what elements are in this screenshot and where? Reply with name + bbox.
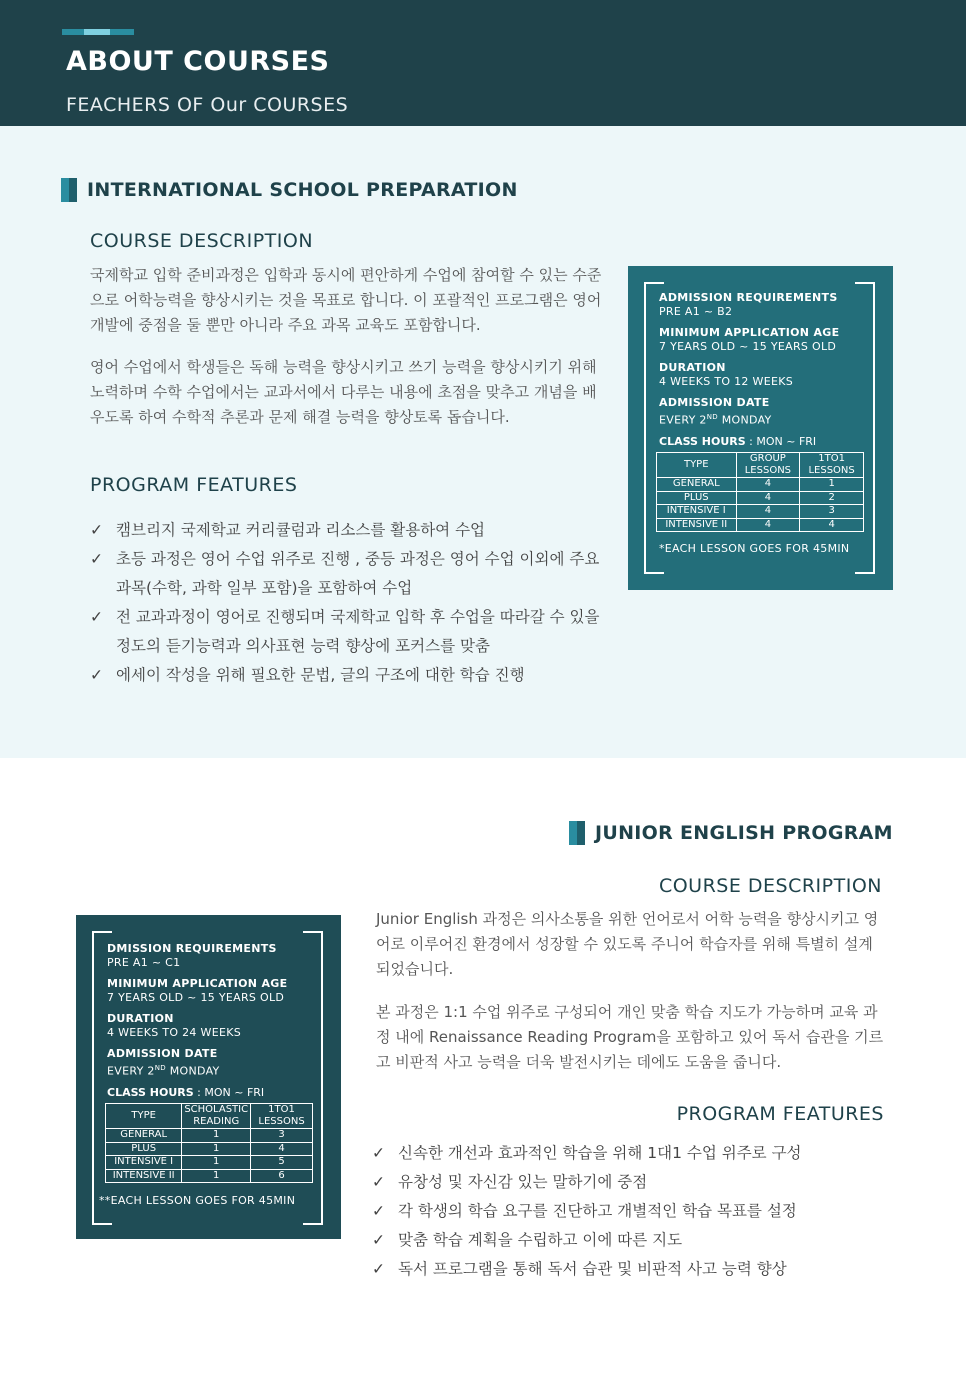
- table-row: [106, 1142, 313, 1156]
- feature-text: 맞춤 학습 계획을 수립하고 이에 따른 지도: [398, 1231, 683, 1249]
- list-item: [90, 516, 606, 545]
- date-sup: ND: [154, 1064, 166, 1072]
- cell: INTENSIVE II: [657, 518, 737, 532]
- header-line: 1TO1: [268, 1104, 295, 1115]
- min-age-value: 7 YEARS OLD ~ 15 YEARS OLD: [107, 991, 285, 1004]
- cell: 6: [251, 1169, 313, 1183]
- feature-text: 전 교과과정이 영어로 진행되며 국제학교 입학 후 수업을 따라갈 수 있을 정도의 듣기능력과 의사표현 능력 향상에 포커스를 맞춤: [116, 608, 600, 655]
- lesson-note: **EACH LESSON GOES FOR 45MIN: [99, 1194, 296, 1207]
- list-item: [90, 661, 606, 690]
- table-row: [106, 1156, 313, 1170]
- cell: PLUS: [657, 491, 737, 505]
- info-content: [107, 942, 327, 1107]
- section-marker-icon: [61, 178, 77, 202]
- lesson-note: *EACH LESSON GOES FOR 45MIN: [659, 542, 850, 555]
- list-item: [372, 1255, 886, 1284]
- list-item: [90, 603, 606, 661]
- header-line: LESSONS: [258, 1116, 305, 1127]
- list-item: [372, 1197, 886, 1226]
- duration-value: 4 WEEKS TO 24 WEEKS: [107, 1026, 242, 1039]
- table-row: [106, 1129, 313, 1143]
- duration-value: 4 WEEKS TO 12 WEEKS: [659, 375, 794, 388]
- cell: 4: [736, 478, 800, 492]
- feature-text: 독서 프로그램을 통해 독서 습관 및 비판적 사고 능력 향상: [398, 1260, 787, 1278]
- header-line: LESSONS: [744, 465, 792, 476]
- table-header-row: [657, 453, 864, 478]
- section2-description-p2: 본 과정은 1:1 수업 위주로 구성되어 개인 맞춤 학습 지도가 가능하며 교육 과정 내에 Renaissance Reading Program을 포함하고 있어 독서 습관을 기르고 비판적 사고 능력을 더욱 발전시키는 데에도 도움을 줍니다.: [376, 1003, 884, 1071]
- accent-bar-3: [110, 29, 134, 35]
- header-line: SCHOLASTIC: [184, 1104, 249, 1115]
- check-icon: ✓: [90, 521, 103, 539]
- section2-info-box: [76, 915, 341, 1239]
- header-line: LESSONS: [808, 465, 855, 476]
- cell: 4: [800, 518, 864, 532]
- header-line: READING: [193, 1116, 240, 1127]
- admission-date-value: [659, 410, 879, 428]
- section2-heading: [569, 821, 893, 845]
- page-header: [0, 0, 966, 126]
- class-hours-label: CLASS HOURS: [107, 1085, 194, 1099]
- duration-label: DURATION: [659, 361, 726, 374]
- table-header-reading: [182, 1104, 251, 1129]
- check-icon: ✓: [90, 550, 103, 568]
- check-icon: ✓: [372, 1144, 385, 1162]
- section1-description-title: COURSE DESCRIPTION: [90, 230, 314, 252]
- feature-text: 각 학생의 학습 요구를 진단하고 개별적인 학습 목표를 설정: [398, 1202, 797, 1220]
- section1-description-p2: 영어 수업에서 학생들은 독해 능력을 향상시키고 쓰기 능력을 향상시키기 위해 노력하며 수학 수업에서는 교과서에서 다루는 내용에 초점을 맞추고 개념을 배우도록 하여 수학적 추론과 문제 해결 능력을 향상토록 돕습니다.: [90, 358, 597, 426]
- feature-text: 에세이 작성을 위해 필요한 문법, 글의 구조에 대한 학습 진행: [116, 666, 525, 684]
- cell: INTENSIVE II: [106, 1169, 182, 1183]
- section1-features-title: PROGRAM FEATURES: [90, 474, 298, 496]
- cell: 1: [800, 478, 864, 492]
- cell: 1: [182, 1156, 251, 1170]
- admission-requirements-label: DMISSION REQUIREMENTS: [107, 942, 277, 955]
- list-item: [90, 545, 606, 603]
- table-row: [657, 505, 864, 519]
- table-header-type: TYPE: [657, 453, 737, 478]
- section1-heading: [61, 178, 518, 202]
- class-hours: [659, 435, 879, 449]
- feature-text: 초등 과정은 영어 수업 위주로 진행 , 중등 과정은 영어 수업 이외에 주요 과목(수학, 과학 일부 포함)을 포함하여 수업: [116, 550, 600, 597]
- table-header-row: [106, 1104, 313, 1129]
- table-row: [657, 491, 864, 505]
- class-hours-label: CLASS HOURS: [659, 434, 746, 448]
- cell: INTENSIVE I: [657, 505, 737, 519]
- section-international-school: [0, 126, 966, 758]
- feature-text: 신속한 개선과 효과적인 학습을 위해 1대1 수업 위주로 구성: [398, 1144, 802, 1162]
- admission-requirements-label: ADMISSION REQUIREMENTS: [659, 291, 838, 304]
- info-content: [659, 291, 879, 456]
- table-row: [657, 478, 864, 492]
- cell: 2: [800, 491, 864, 505]
- cell: 3: [251, 1129, 313, 1143]
- cell: 5: [251, 1156, 313, 1170]
- section1-info-box: [628, 266, 893, 590]
- feature-text: 유창성 및 자신감 있는 말하기에 중점: [398, 1173, 648, 1191]
- date-post: MONDAY: [717, 413, 772, 427]
- page-title: ABOUT COURSES: [66, 46, 330, 77]
- check-icon: ✓: [90, 666, 103, 684]
- min-age-label: MINIMUM APPLICATION AGE: [107, 977, 288, 990]
- cell: 4: [251, 1142, 313, 1156]
- admission-requirements-value: PRE A1 ~ B2: [659, 305, 733, 318]
- section2-features-title: PROGRAM FEATURES: [676, 1103, 884, 1125]
- check-icon: ✓: [372, 1202, 385, 1220]
- cell: GENERAL: [657, 478, 737, 492]
- admission-date-value: [107, 1061, 327, 1079]
- accent-bar-1: [62, 29, 84, 35]
- section1-description-p1: 국제학교 입학 준비과정은 입학과 동시에 편안하게 수업에 참여할 수 있는 수준으로 어학능력을 향상시키는 것을 목표로 합니다. 이 포괄적인 프로그램은 영어 개발에 중점을 둘 뿐만 아니라 주요 과목 교육도 포함합니다.: [90, 266, 602, 334]
- table-row: [106, 1169, 313, 1183]
- section1-features-list: [90, 516, 606, 690]
- table-header-1to1: [800, 453, 864, 478]
- class-hours: [107, 1086, 327, 1100]
- table-header-1to1: [251, 1104, 313, 1129]
- min-age-value: 7 YEARS OLD ~ 15 YEARS OLD: [659, 340, 837, 353]
- check-icon: ✓: [372, 1173, 385, 1191]
- cell: PLUS: [106, 1142, 182, 1156]
- min-age-label: MINIMUM APPLICATION AGE: [659, 326, 840, 339]
- class-hours-value: : MON ~ FRI: [193, 1085, 265, 1099]
- section2-description-p1: Junior English 과정은 의사소통을 위한 언어로서 어학 능력을 향상시키고 영어로 이루어진 환경에서 성장할 수 있도록 주니어 학습자를 위해 특별히 설계되었습니다.: [376, 910, 879, 978]
- cell: 1: [182, 1142, 251, 1156]
- cell: 3: [800, 505, 864, 519]
- check-icon: ✓: [372, 1260, 385, 1278]
- cell: GENERAL: [106, 1129, 182, 1143]
- header-line: GROUP: [749, 453, 786, 464]
- date-pre: EVERY 2: [659, 413, 707, 427]
- check-icon: ✓: [90, 608, 103, 626]
- section2-heading-text: JUNIOR ENGLISH PROGRAM: [595, 822, 893, 844]
- cell: 1: [182, 1169, 251, 1183]
- section2-lesson-table: [105, 1103, 313, 1183]
- feature-text: 캠브리지 국제학교 커리큘럼과 리소스를 활용하여 수업: [116, 521, 486, 539]
- cell: 1: [182, 1129, 251, 1143]
- table-row: [657, 518, 864, 532]
- cell: 4: [736, 518, 800, 532]
- list-item: [372, 1168, 886, 1197]
- table-header-type: TYPE: [106, 1104, 182, 1129]
- check-icon: ✓: [372, 1231, 385, 1249]
- cell: 4: [736, 491, 800, 505]
- list-item: [372, 1139, 886, 1168]
- admission-date-label: ADMISSION DATE: [107, 1047, 218, 1060]
- cell: INTENSIVE I: [106, 1156, 182, 1170]
- date-pre: EVERY 2: [107, 1064, 155, 1078]
- accent-bar-2: [84, 29, 110, 35]
- table-header-group: [736, 453, 800, 478]
- header-accent-bars: [62, 29, 134, 35]
- list-item: [372, 1226, 886, 1255]
- date-sup: ND: [706, 413, 718, 421]
- section1-heading-text: INTERNATIONAL SCHOOL PREPARATION: [87, 179, 518, 201]
- section1-lesson-table: [656, 452, 864, 532]
- class-hours-value: : MON ~ FRI: [745, 434, 817, 448]
- page-subtitle: FEACHERS OF Our COURSES: [66, 94, 349, 116]
- section-marker-icon: [569, 821, 585, 845]
- admission-date-label: ADMISSION DATE: [659, 396, 770, 409]
- section2-features-list: [372, 1139, 886, 1284]
- section2-description-title: COURSE DESCRIPTION: [658, 875, 882, 897]
- header-line: 1TO1: [818, 453, 845, 464]
- date-post: MONDAY: [165, 1064, 220, 1078]
- admission-requirements-value: PRE A1 ~ C1: [107, 956, 181, 969]
- cell: 4: [736, 505, 800, 519]
- duration-label: DURATION: [107, 1012, 174, 1025]
